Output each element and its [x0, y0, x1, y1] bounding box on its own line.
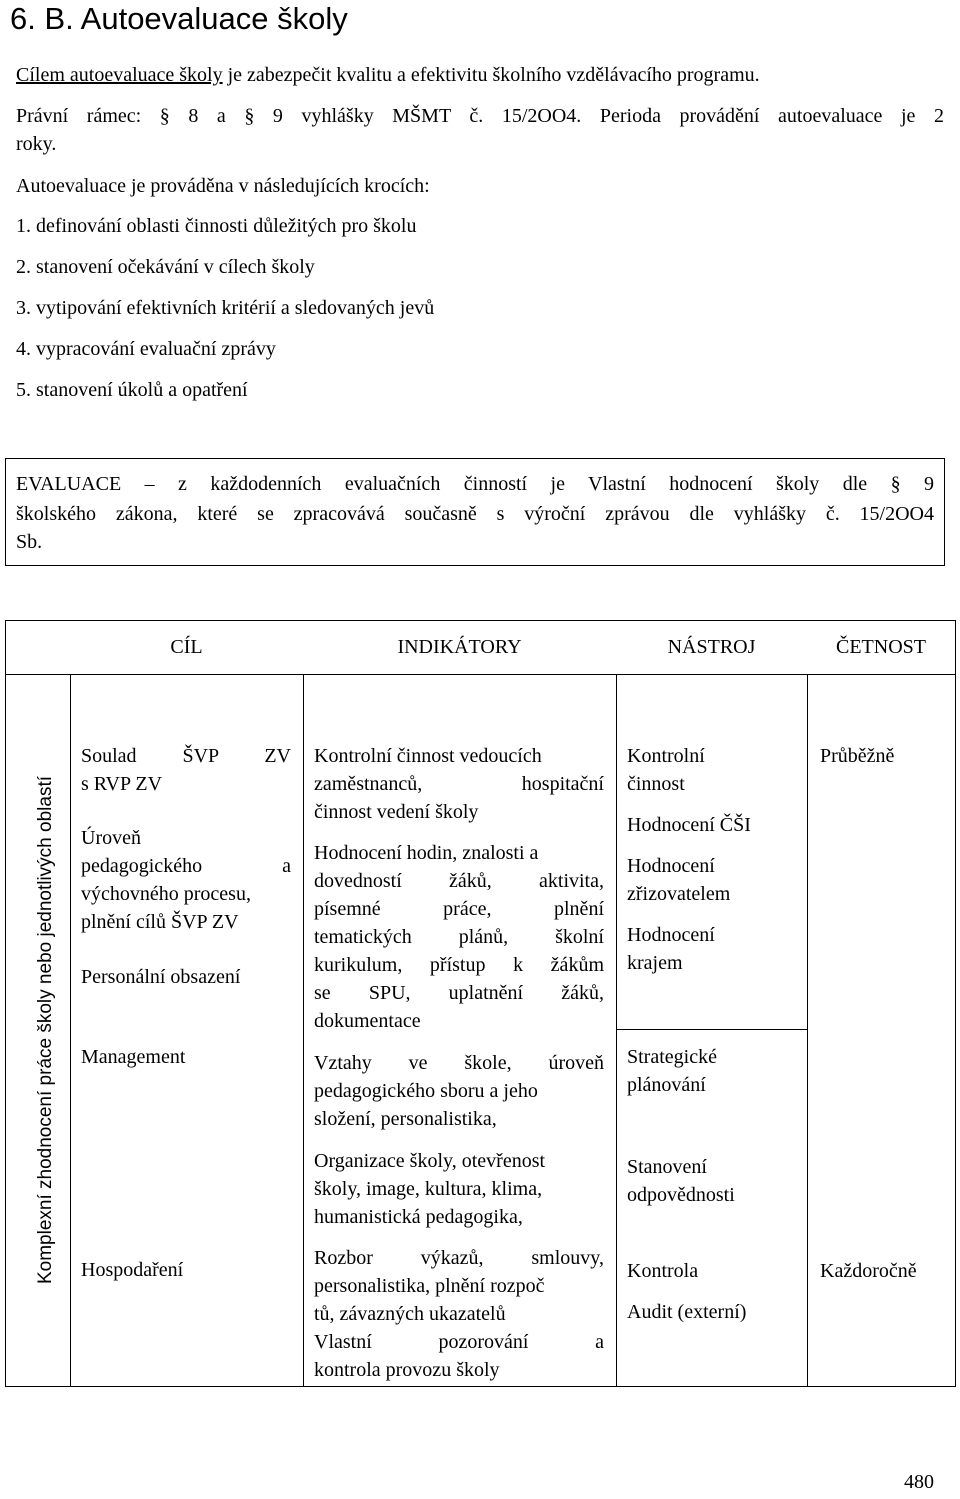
header-nastroj: NÁSTROJ	[667, 636, 756, 658]
col-divider-3	[807, 674, 808, 1387]
cetnost-kazdorocne: Každoročně	[820, 1260, 917, 1282]
nastroj-strategicke: Strategické plánování	[627, 1046, 717, 1096]
goal-link: Cílem autoevaluace školy	[16, 64, 223, 86]
header-cetnost: ČETNOST	[836, 636, 926, 658]
goal-sentence	[16, 62, 760, 88]
step-item: 4. vypracování evaluační zprávy	[16, 338, 276, 360]
cil-personalni: Personální obsazení	[81, 966, 241, 988]
cetnost-prubezne: Průběžně	[820, 745, 895, 767]
indikatory-rozbor: Rozbor výkazů, smlouvy, personalistika, plnění rozpoč tů, závazných ukazatelů Vlastní pozorování a kontrola provozu školy	[314, 1247, 604, 1381]
table-border-left	[5, 620, 6, 1387]
step-item: 3. vytipování efektivních kritérií a sledovaných jevů	[16, 297, 435, 319]
page-number: 480	[904, 1471, 934, 1493]
indikatory-hodnoceni: Hodnocení hodin, znalosti a dovedností žáků, aktivita, písemné práce, plnění tematických plánů, školní kurikulum, přístup k žákům se SPU, uplatnění žáků, dokumentace	[314, 842, 604, 1032]
goal-rest: je zabezpečit kvalitu a efektivitu školního vzdělávacího programu.	[222, 64, 760, 86]
evaluation-table	[5, 620, 956, 1387]
cil-soulad: Soulad ŠVP ZV s RVP ZV	[81, 745, 291, 795]
header-cil: CÍL	[170, 636, 203, 658]
col-divider-side	[70, 674, 71, 1387]
nastroj-csi: Hodnocení ČŠI	[627, 814, 751, 836]
nastroj-kontrola: Kontrola	[627, 1260, 699, 1282]
step-item: 2. stanovení očekávání v cílech školy	[16, 256, 315, 278]
cil-hospodareni: Hospodaření	[81, 1259, 184, 1281]
step-item: 1. definování oblasti činnosti důležitých pro školu	[16, 215, 417, 237]
step-item: 5. stanovení úkolů a opatření	[16, 379, 248, 401]
table-header-divider	[5, 674, 956, 675]
indikatory-vztahy: Vztahy ve škole, úroveň pedagogického sboru a jeho složení, personalistika,	[314, 1052, 604, 1130]
nastroj-stanoveni: Stanovení odpovědnosti	[627, 1156, 735, 1206]
page-title: 6. B. Autoevaluace školy	[10, 1, 348, 36]
nastroj-kraj: Hodnocení krajem	[627, 924, 715, 974]
legal-line-1: Právní rámec: § 8 a § 9 vyhlášky MŠMT č. 15/2OO4. Perioda provádění autoevaluace je 2	[16, 105, 944, 127]
table-border-bottom	[5, 1386, 956, 1387]
nastroj-zrizovatel: Hodnocení zřizovatelem	[627, 855, 731, 905]
cil-management: Management	[81, 1046, 186, 1068]
table-border-right	[955, 620, 956, 1387]
nastroj-audit: Audit (externí)	[627, 1301, 747, 1323]
col-divider-2	[616, 674, 617, 1387]
steps-intro: Autoevaluace je prováděna v následujících krocích:	[16, 175, 430, 197]
side-label-vertical: Komplexní zhodnocení práce školy nebo jednotlivých oblastí	[35, 775, 56, 1285]
evaluace-line-2: školského zákona, které se zpracovává současně s výroční zprávou dle vyhlášky č. 15/2OO4	[16, 503, 934, 525]
indikatory-kontrolni: Kontrolní činnost vedoucích zaměstnanců, hospitační činnost vedení školy	[314, 745, 604, 823]
nastroj-row-divider	[616, 1029, 808, 1030]
cil-uroven: Úroveň pedagogického a výchovného procesu, plnění cílů ŠVP ZV	[81, 827, 291, 933]
indikatory-organizace: Organizace školy, otevřenost školy, image, kultura, klima, humanistická pedagogika,	[314, 1150, 546, 1228]
nastroj-kontrolni: Kontrolní činnost	[627, 745, 705, 795]
header-indikatory: INDIKÁTORY	[397, 636, 522, 658]
col-divider-1	[303, 674, 304, 1387]
evaluace-box	[5, 458, 945, 566]
legal-line-2: roky.	[16, 133, 57, 155]
evaluace-line-3: Sb.	[16, 531, 43, 553]
evaluace-line-1: EVALUACE – z každodenních evaluačních činností je Vlastní hodnocení školy dle § 9	[16, 473, 934, 495]
